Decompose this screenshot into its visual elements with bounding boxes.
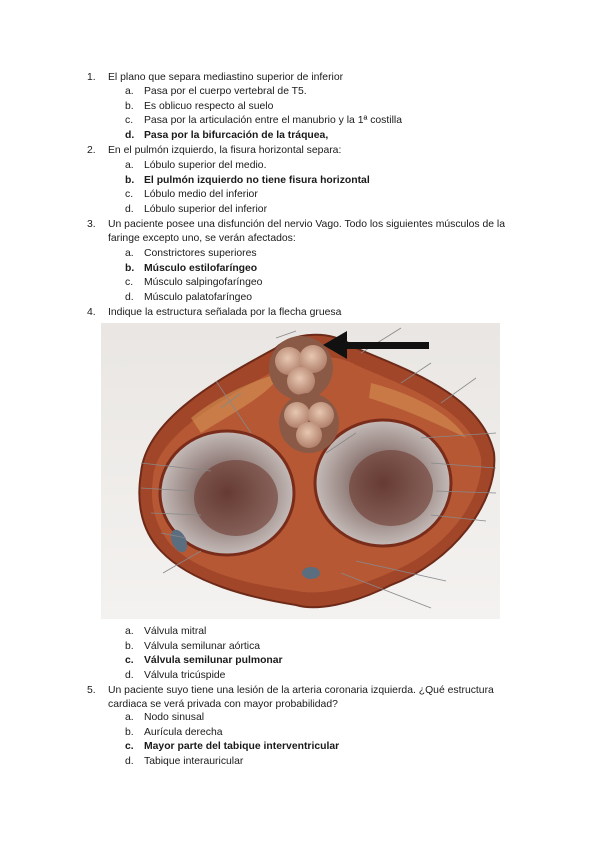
option-text: Válvula semilunar pulmonar	[144, 655, 283, 667]
correct-option	[125, 262, 545, 277]
option-text: Aurícula derecha	[144, 726, 223, 738]
options-list	[125, 247, 545, 305]
option-letter: b.	[125, 726, 134, 738]
option-text: Lóbulo medio del inferior	[144, 189, 258, 201]
option-text: Músculo salpingofaríngeo	[144, 277, 263, 289]
option-text: Lóbulo superior del inferior	[144, 203, 268, 215]
option	[125, 640, 545, 655]
option-letter: c.	[125, 655, 134, 667]
question-number: 1.	[87, 72, 96, 83]
correct-option	[125, 174, 545, 189]
question-3	[87, 218, 527, 246]
option-letter: d.	[125, 755, 134, 767]
option-letter: c.	[125, 189, 134, 201]
option-letter: b.	[125, 174, 135, 186]
option-letter: a.	[125, 712, 134, 723]
option-text: Músculo palatofaríngeo	[144, 291, 253, 303]
options-list	[125, 625, 545, 683]
option-letter: d.	[125, 129, 135, 141]
option	[125, 247, 545, 262]
option-text: Pasa por la articulación entre el manubrio y la 1ª costilla	[144, 115, 402, 127]
option-text: Válvula semilunar aórtica	[144, 640, 261, 652]
option-text: Válvula tricúspide	[144, 669, 226, 681]
option	[125, 291, 545, 306]
option	[125, 203, 545, 218]
option-letter: d.	[125, 203, 134, 215]
option-letter: d.	[125, 291, 134, 303]
option	[125, 755, 545, 770]
options-list	[125, 159, 545, 217]
option	[125, 711, 545, 726]
option	[125, 100, 545, 115]
question-5	[87, 684, 527, 712]
option-text: Válvula mitral	[144, 626, 207, 637]
options-list	[125, 85, 545, 143]
option-text: Mayor parte del tabique interventricular	[144, 741, 340, 753]
question-text: Un paciente suyo tiene una lesión de la arteria coronaria izquierda. ¿Qué estructura cardiaca se verá privada con mayor probabilidad?	[108, 685, 494, 711]
option	[125, 625, 545, 640]
options-list	[125, 711, 545, 769]
question-number: 2.	[87, 145, 96, 156]
option-text: Pasa por el cuerpo vertebral de T5.	[144, 86, 307, 97]
correct-option	[125, 654, 545, 669]
question-1	[87, 71, 527, 85]
option-letter: b.	[125, 640, 134, 652]
question-text: Un paciente posee una disfunción del nervio Vago. Todo los siguientes músculos de la faringe excepto uno, se verán afectados:	[108, 219, 506, 245]
option-text: Es oblicuo respecto al suelo	[144, 100, 274, 112]
question-number: 4.	[87, 307, 96, 318]
option-letter: b.	[125, 262, 135, 274]
option-letter: a.	[125, 160, 134, 171]
option-letter: d.	[125, 669, 134, 681]
option-letter: a.	[125, 248, 134, 259]
option-letter: c.	[125, 277, 134, 289]
question-text: El plano que separa mediastino superior de inferior	[108, 72, 344, 83]
question-text: Indique la estructura señalada por la flecha gruesa	[108, 307, 342, 318]
option	[125, 85, 545, 100]
option-text: Lóbulo superior del medio.	[144, 160, 267, 171]
option-letter: c.	[125, 741, 134, 753]
option-text: Músculo estilofaríngeo	[144, 262, 258, 274]
option-letter: a.	[125, 86, 134, 97]
option-letter: c.	[125, 115, 134, 127]
heart-valves-image	[101, 323, 500, 619]
option-text: Pasa por la bifurcación de la tráquea,	[144, 129, 329, 141]
correct-option	[125, 740, 545, 755]
option-text: Tabique interauricular	[144, 755, 244, 767]
option	[125, 669, 545, 684]
correct-option	[125, 129, 545, 144]
option	[125, 726, 545, 741]
option-letter: a.	[125, 626, 134, 637]
question-text: En el pulmón izquierdo, la fisura horizontal separa:	[108, 145, 342, 156]
option-text: El pulmón izquierdo no tiene fisura horizontal	[144, 174, 370, 186]
option	[125, 188, 545, 203]
option	[125, 276, 545, 291]
question-number: 3.	[87, 219, 96, 230]
option-letter: b.	[125, 100, 134, 112]
option-text: Constrictores superiores	[144, 248, 257, 259]
option	[125, 159, 545, 174]
option	[125, 114, 545, 129]
question-number: 5.	[87, 685, 96, 696]
option-text: Nodo sinusal	[144, 712, 205, 723]
question-2	[87, 144, 527, 158]
question-4	[87, 306, 527, 320]
